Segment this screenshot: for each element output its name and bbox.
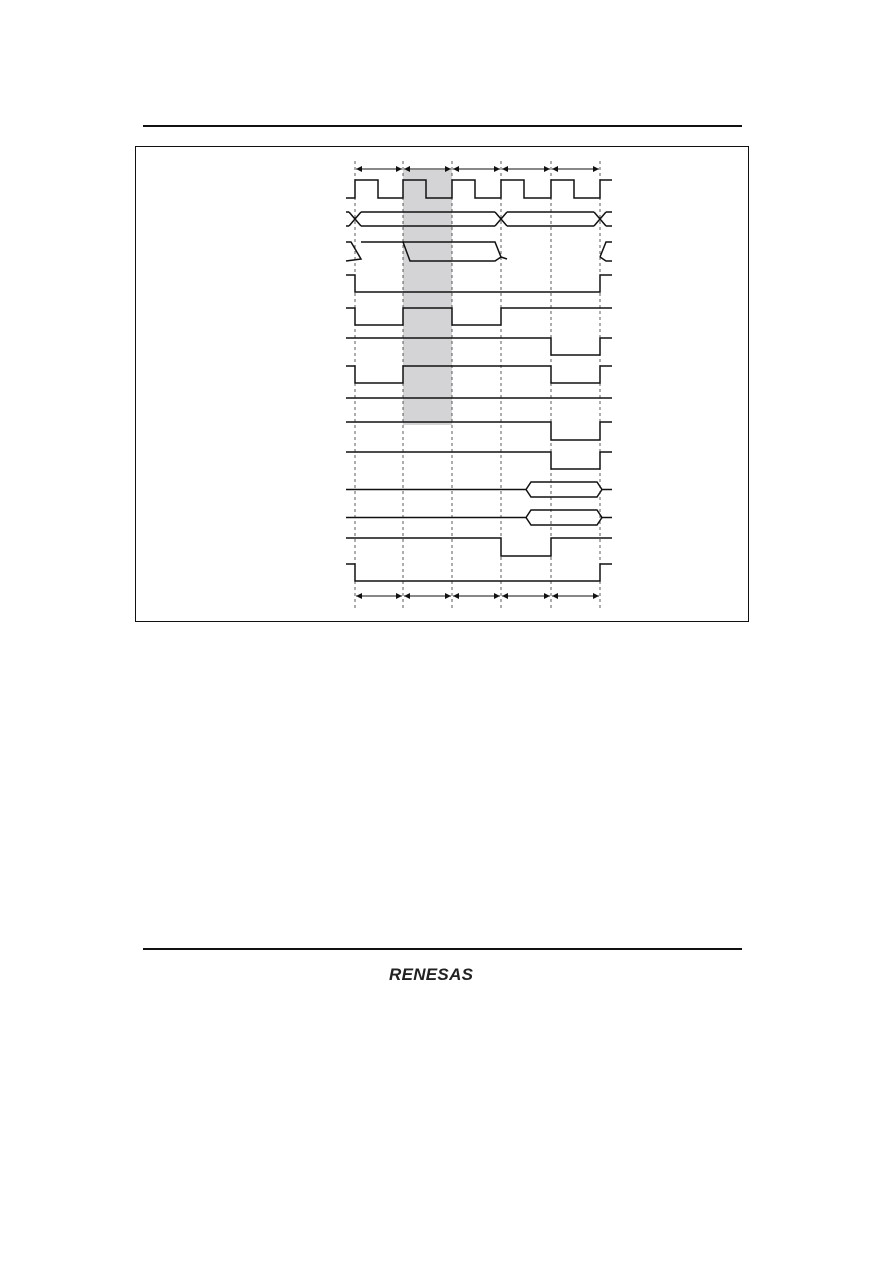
timing-diagram-frame — [135, 146, 749, 622]
signal-strobe-pulse-3 — [346, 452, 612, 469]
footer-rule — [143, 948, 742, 950]
brand-logo-text: RENESAS — [389, 965, 474, 984]
signal-strobe-mid-pulse — [346, 538, 612, 556]
renesas-logo — [388, 962, 500, 986]
data-bus-2-lower — [526, 518, 602, 526]
clock-waveform — [346, 180, 612, 198]
data-bus-2-upper — [346, 510, 612, 518]
bus-2-trail-bot — [600, 257, 612, 261]
signal-strobe-active-low — [346, 564, 612, 581]
data-bus-1-upper — [346, 482, 612, 490]
header-rule — [143, 125, 742, 127]
signal-strobe-pulse-2 — [346, 422, 612, 440]
highlighted-cycle-band — [403, 170, 452, 425]
bus-2-trail-top — [600, 242, 612, 257]
signal-strobe-late-pulse — [346, 338, 612, 355]
signal-strobe-toggle — [346, 308, 612, 325]
signal-strobe-low — [346, 275, 612, 292]
bus-2-lead — [346, 242, 361, 261]
signal-strobe-early-late — [346, 366, 612, 383]
data-bus-1-lower — [526, 490, 602, 498]
timing-diagram — [136, 147, 748, 621]
